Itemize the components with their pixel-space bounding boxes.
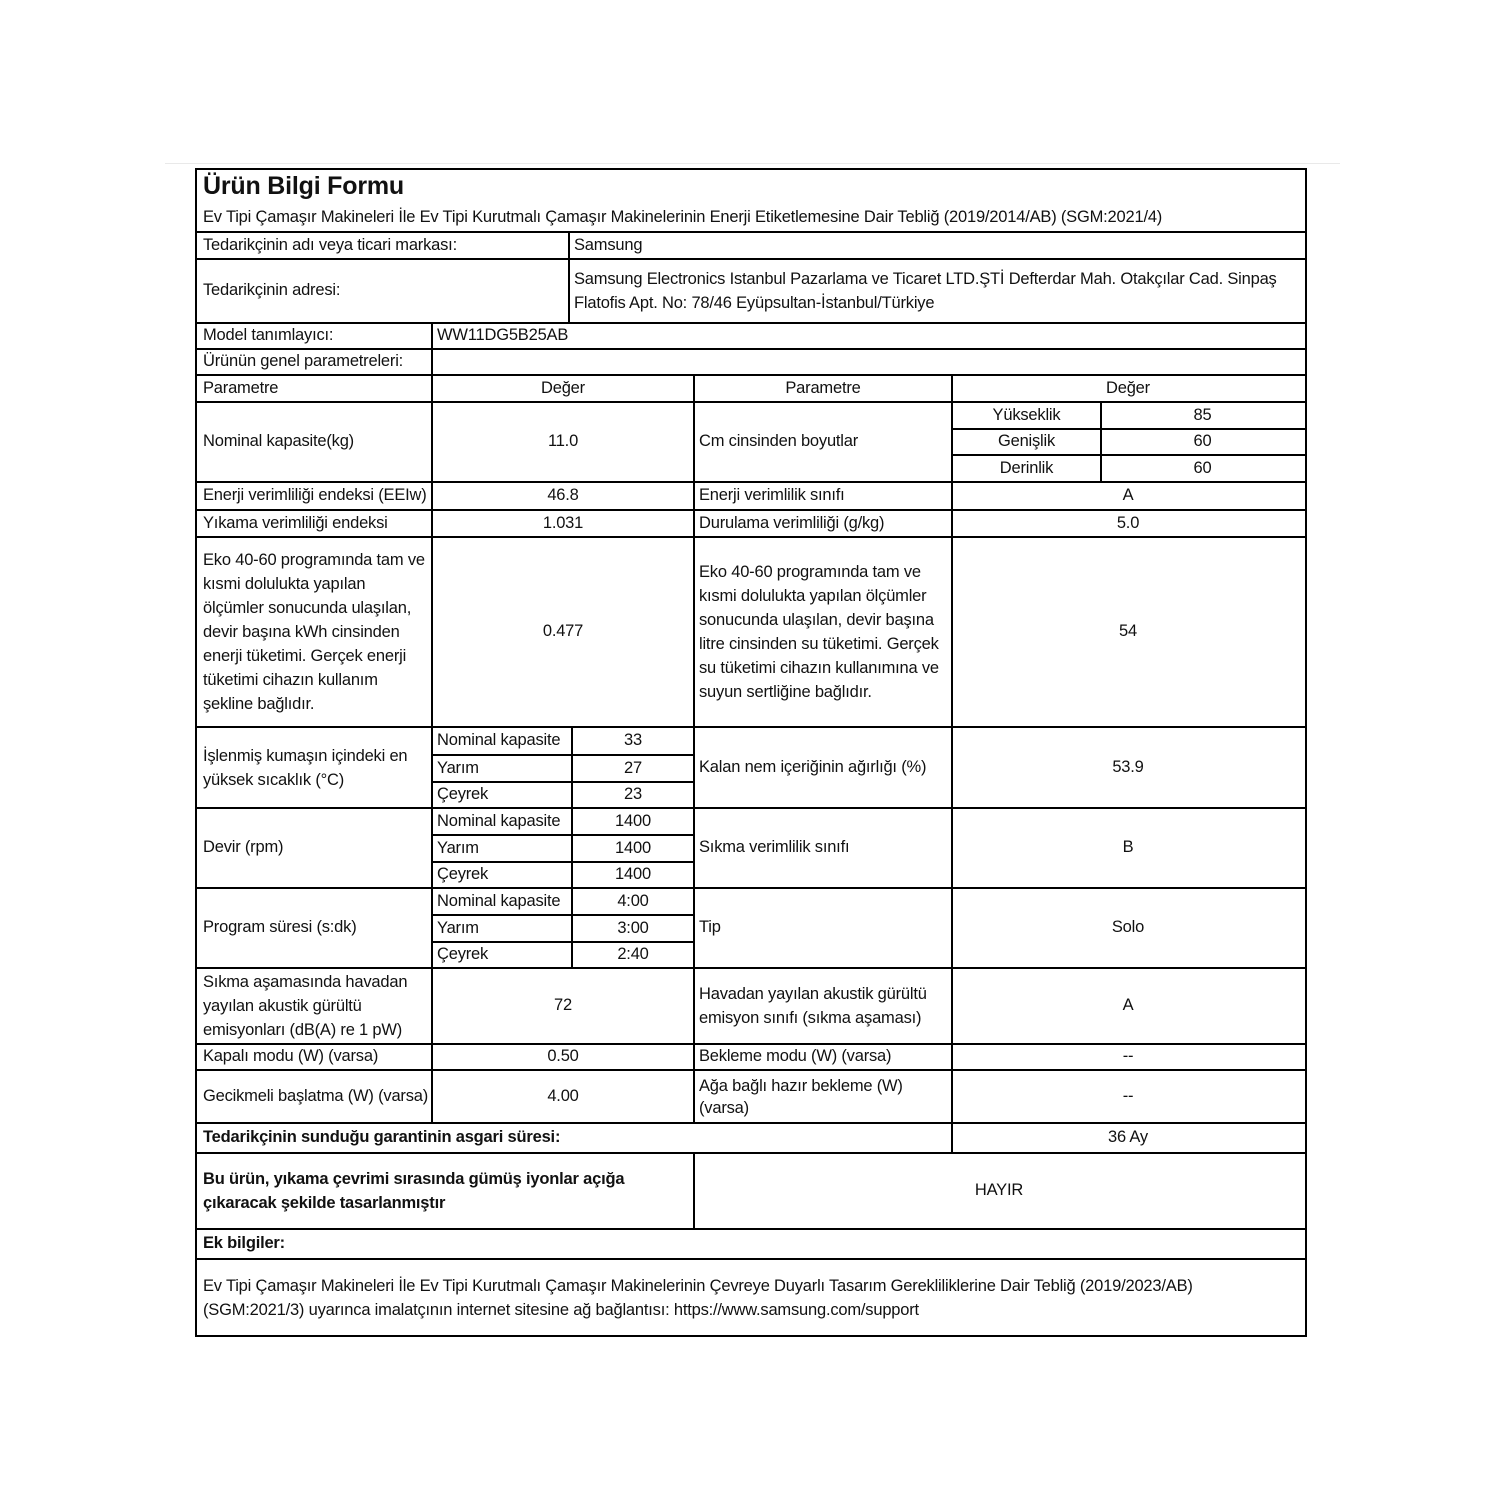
off-mode-label: Kapalı modu (W) (varsa) bbox=[203, 1047, 379, 1066]
network-standby-label: Ağa bağlı hazır bekleme (W) (varsa) bbox=[699, 1076, 903, 1117]
silver-ions-label: Bu ürün, yıkama çevrimi sırasında gümüş iyonlar açığa çıkaracak şekilde tasarlanmıştır bbox=[203, 1170, 625, 1212]
supplier-address-value: Samsung Electronics Istanbul Pazarlama ve Ticaret LTD.ŞTİ Defterdar Mah. Otakçılar Cad. Sinpaş Flatofis Apt. No: 78/46 Eyüpsultan-İstanbul/Türkiye bbox=[574, 270, 1277, 312]
temperature-label: İşlenmiş kumaşın içindeki en yüksek sıcaklık (°C) bbox=[203, 746, 408, 789]
network-standby-value: -- bbox=[1122, 1086, 1134, 1105]
noise-class-label: Havadan yayılan akustik gürültü emisyon sınıfı (sıkma aşaması) bbox=[699, 985, 927, 1027]
temperature-row-label: Çeyrek bbox=[437, 785, 489, 804]
product-info-form bbox=[195, 168, 1307, 1337]
spin-speed-row-label: Nominal kapasite bbox=[437, 811, 561, 830]
eei-value: 46.8 bbox=[547, 486, 579, 505]
supplier-name-label: Tedarikçinin adı veya ticari markası: bbox=[203, 235, 457, 254]
program-duration-row-value: 2:40 bbox=[617, 945, 649, 964]
water-consumption-label: Eko 40-60 programında tam ve kısmi dolulukta yapılan ölçümler sonucunda ulaşılan, devir başına litre cinsinden su tüketimi. Gerçek su tüketimi cihazın kullanımına ve suyun sertliğine bağlıdır. bbox=[699, 563, 939, 701]
general-params-label: Ürünün genel parametreleri: bbox=[203, 352, 404, 371]
spin-speed-row-value: 1400 bbox=[615, 838, 651, 857]
page-title: Ürün Bilgi Formu bbox=[203, 171, 404, 200]
supplier-address-label: Tedarikçinin adresi: bbox=[203, 281, 341, 300]
dimension-height-value: 85 bbox=[1193, 405, 1212, 424]
delay-start-label: Gecikmeli başlatma (W) (varsa) bbox=[203, 1086, 429, 1105]
washing-efficiency-value: 1.031 bbox=[542, 513, 584, 532]
type-label: Tip bbox=[699, 918, 721, 937]
capacity-label: Nominal kapasite(kg) bbox=[203, 432, 354, 451]
header-parameter-right: Parametre bbox=[785, 378, 861, 397]
dimension-width-value: 60 bbox=[1193, 432, 1212, 451]
energy-class-value: A bbox=[1122, 486, 1134, 505]
additional-info-text: Ev Tipi Çamaşır Makineleri İle Ev Tipi Kurutmalı Çamaşır Makinelerinin Çevreye Duyarlı Tasarım Gerekliliklerine Dair Tebliğ (2019/2023/AB) (SGM:2021/3) uyarınca imalatçının internet sitesine ağ bağlantısı: https://www.samsung.com/support bbox=[203, 1276, 1193, 1319]
guarantee-value: 36 Ay bbox=[1108, 1128, 1148, 1147]
header-value-left: Değer bbox=[541, 378, 585, 397]
temperature-row-label: Yarım bbox=[437, 758, 479, 777]
program-duration-row-label: Yarım bbox=[437, 918, 479, 937]
dimensions-label: Cm cinsinden boyutlar bbox=[699, 432, 859, 451]
model-value: WW11DG5B25AB bbox=[437, 326, 569, 345]
eei-label: Enerji verimliliği endeksi (EEIw) bbox=[203, 486, 427, 505]
spin-speed-row-label: Yarım bbox=[437, 838, 479, 857]
rinsing-efficiency-value: 5.0 bbox=[1116, 513, 1140, 532]
energy-class-label: Enerji verimlilik sınıfı bbox=[699, 486, 845, 505]
standby-value: -- bbox=[1122, 1047, 1134, 1066]
rinsing-efficiency-label: Durulama verimliliği (g/kg) bbox=[699, 513, 885, 532]
header-parameter-left: Parametre bbox=[203, 378, 279, 397]
noise-class-value: A bbox=[1122, 996, 1134, 1015]
program-duration-row-label: Çeyrek bbox=[437, 945, 489, 964]
dimension-depth-value: 60 bbox=[1193, 458, 1212, 477]
silver-ions-value: HAYIR bbox=[974, 1181, 1024, 1200]
program-duration-row-value: 4:00 bbox=[617, 891, 649, 910]
model-label: Model tanımlayıcı: bbox=[203, 326, 334, 345]
spin-speed-label: Devir (rpm) bbox=[203, 838, 284, 857]
dimension-height-label: Yükseklik bbox=[992, 405, 1061, 424]
standby-label: Bekleme modu (W) (varsa) bbox=[699, 1047, 892, 1066]
temperature-row-label: Nominal kapasite bbox=[437, 731, 561, 750]
temperature-row-value: 23 bbox=[624, 785, 642, 804]
top-divider bbox=[165, 163, 1340, 164]
guarantee-label: Tedarikçinin sunduğu garantinin asgari süresi: bbox=[203, 1128, 561, 1147]
capacity-value: 11.0 bbox=[547, 432, 579, 451]
moisture-value: 53.9 bbox=[1112, 757, 1144, 776]
washing-efficiency-label: Yıkama verimliliği endeksi bbox=[203, 513, 388, 532]
spin-speed-row-label: Çeyrek bbox=[437, 865, 489, 884]
energy-consumption-label: Eko 40-60 programında tam ve kısmi dolulukta yapılan ölçümler sonucunda ulaşılan, devir başına kWh cinsinden enerji tüketimi. Gerçek enerji tüketimi cihazın kullanım şekline bağlıdır. bbox=[203, 551, 425, 713]
delay-start-value: 4.00 bbox=[547, 1086, 579, 1105]
noise-value: 72 bbox=[554, 996, 572, 1015]
program-duration-row-label: Nominal kapasite bbox=[437, 891, 561, 910]
program-duration-label: Program süresi (s:dk) bbox=[203, 918, 357, 937]
program-duration-row-value: 3:00 bbox=[617, 918, 649, 937]
energy-consumption-value: 0.477 bbox=[542, 622, 584, 641]
spin-class-label: Sıkma verimlilik sınıfı bbox=[699, 838, 850, 857]
form-subtitle: Ev Tipi Çamaşır Makineleri İle Ev Tipi Kurutmalı Çamaşır Makinelerinin Enerji Etiketlemesine Dair Tebliğ (2019/2014/AB) (SGM:2021/4) bbox=[203, 207, 1163, 226]
spin-class-value: B bbox=[1122, 838, 1134, 857]
type-value: Solo bbox=[1111, 918, 1145, 937]
off-mode-value: 0.50 bbox=[547, 1047, 579, 1066]
dimension-depth-label: Derinlik bbox=[999, 458, 1054, 477]
header-value-right: Değer bbox=[1106, 378, 1150, 397]
supplier-name-value: Samsung bbox=[574, 235, 643, 254]
spin-speed-row-value: 1400 bbox=[615, 865, 651, 884]
water-consumption-value: 54 bbox=[1119, 622, 1137, 641]
noise-label: Sıkma aşamasında havadan yayılan akustik gürültü emisyonları (dB(A) re 1 pW) bbox=[203, 973, 408, 1039]
additional-info-label: Ek bilgiler: bbox=[203, 1234, 285, 1253]
spin-speed-row-value: 1400 bbox=[615, 811, 651, 830]
moisture-label: Kalan nem içeriğinin ağırlığı (%) bbox=[699, 757, 927, 776]
dimension-width-label: Genişlik bbox=[997, 432, 1056, 451]
temperature-row-value: 33 bbox=[624, 731, 642, 750]
temperature-row-value: 27 bbox=[624, 758, 642, 777]
